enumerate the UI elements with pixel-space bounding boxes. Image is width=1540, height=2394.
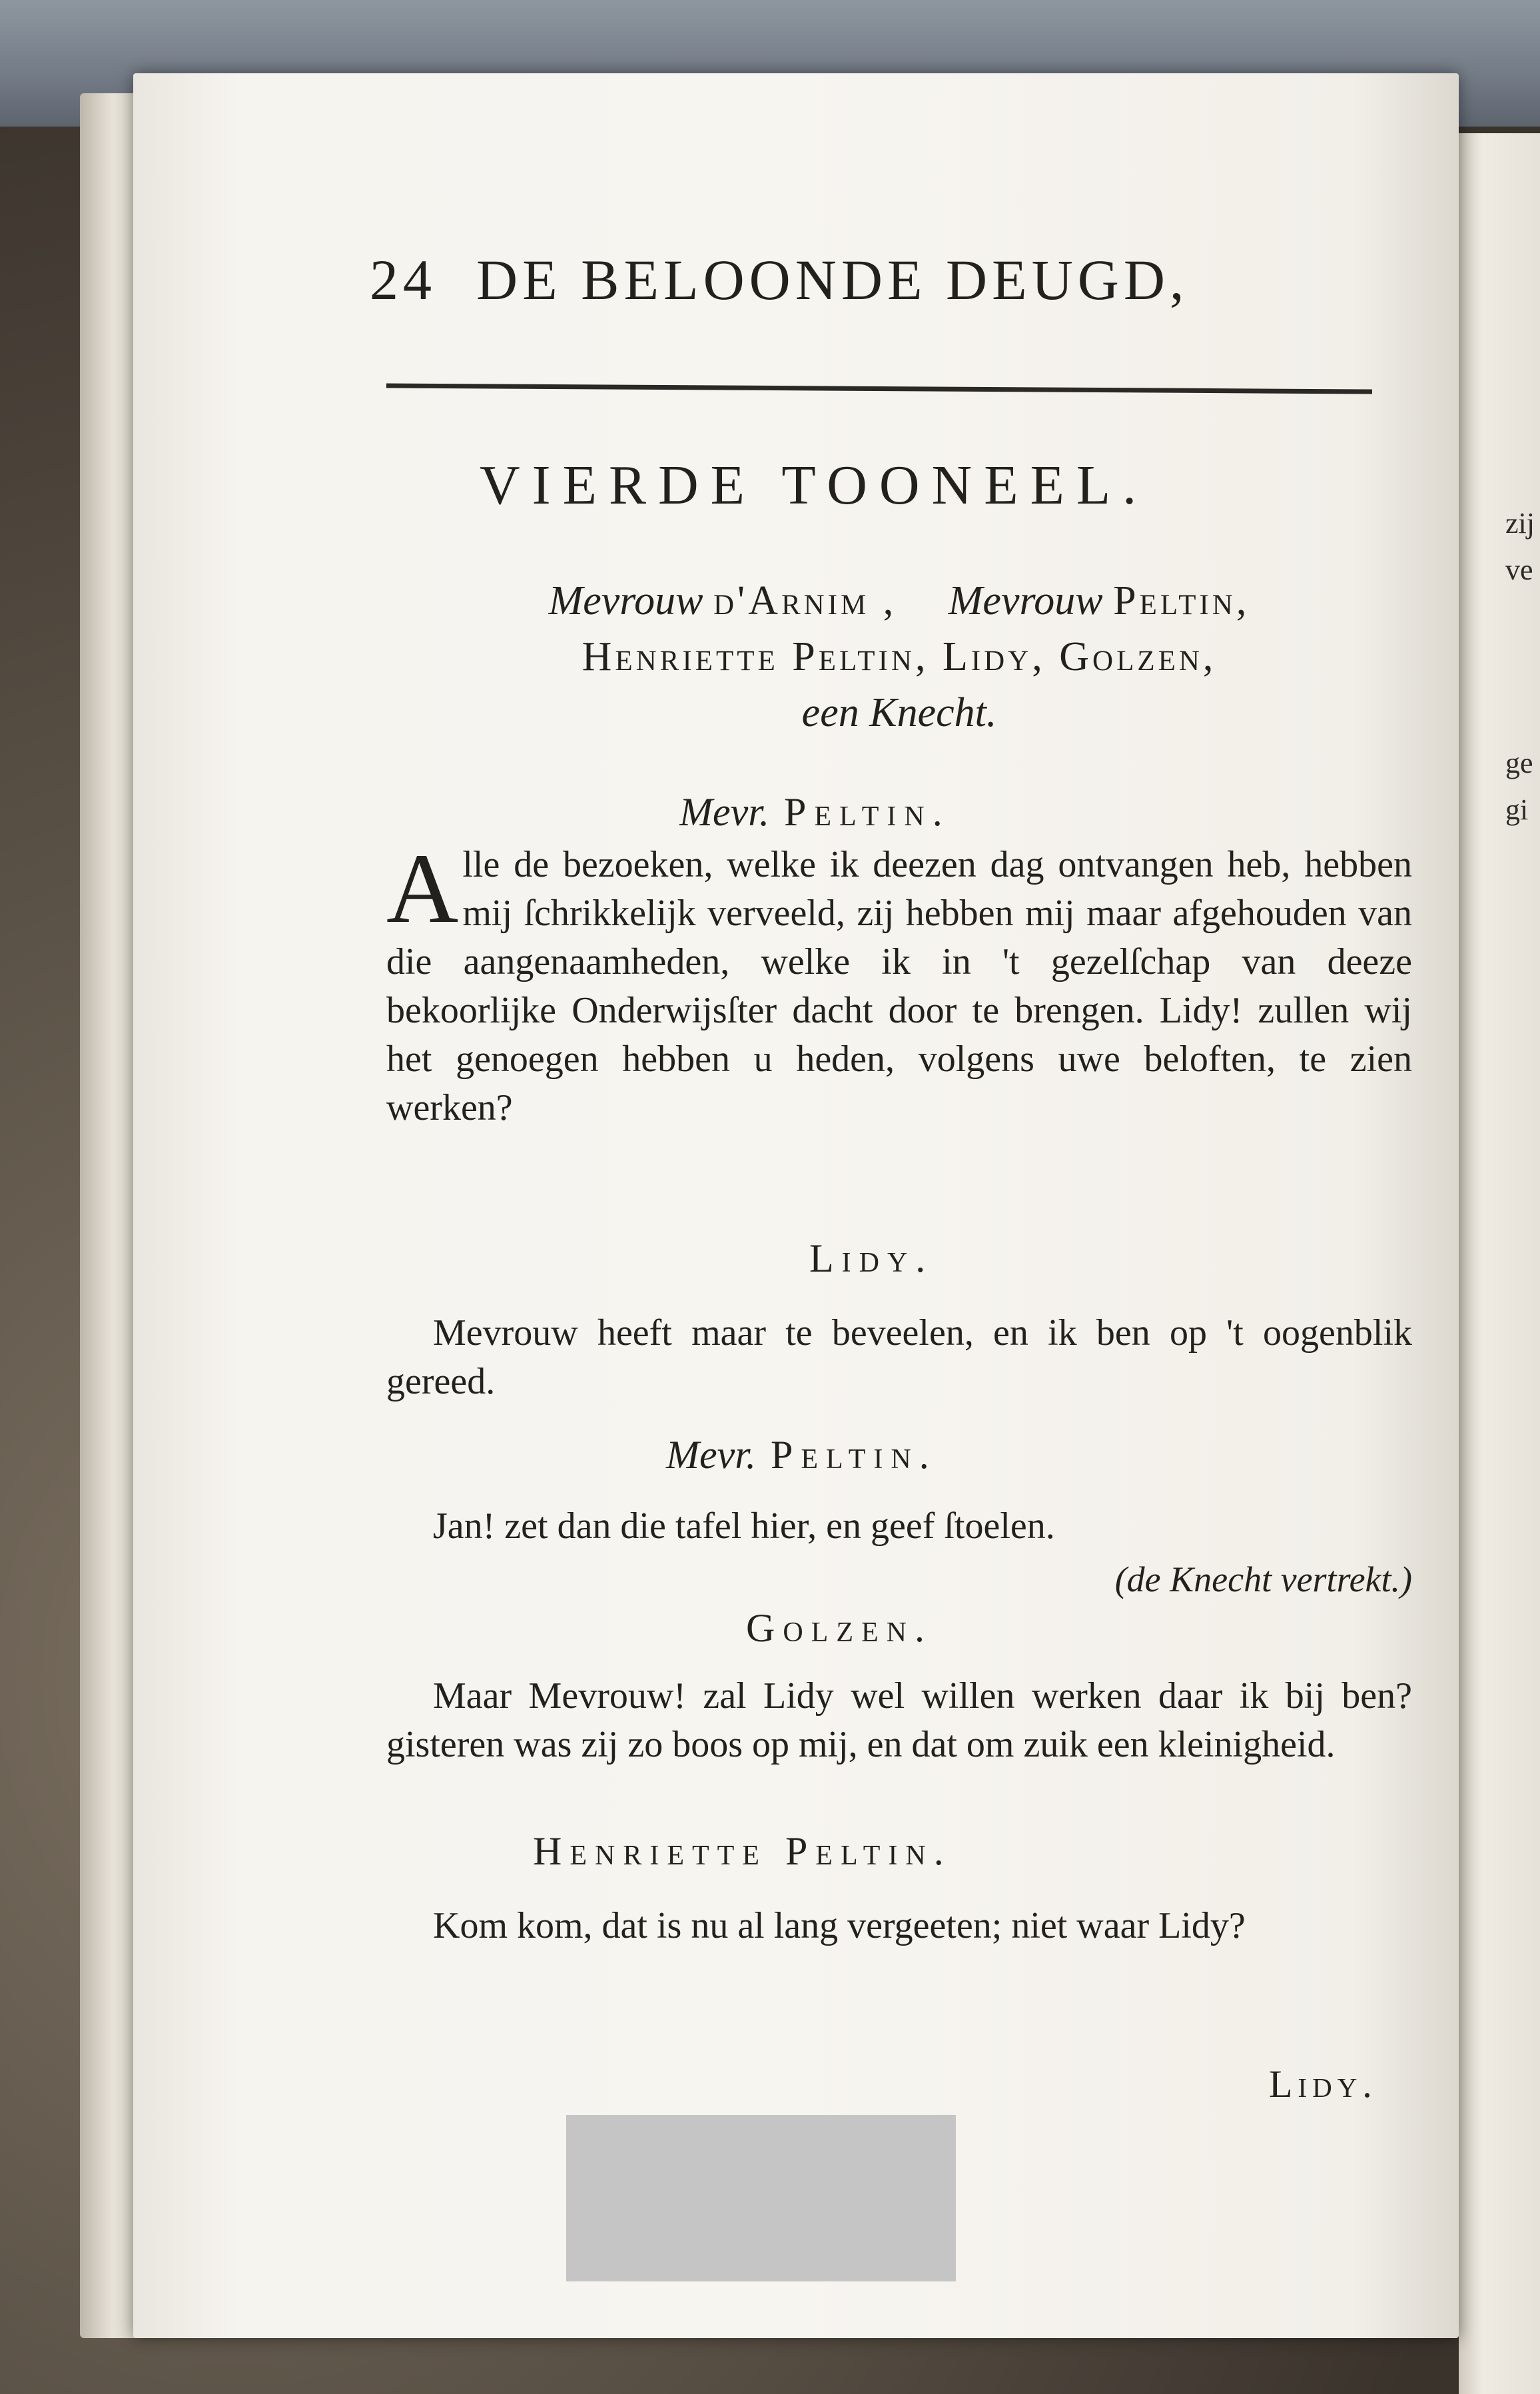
- speaker-heading: [746, 1605, 933, 1651]
- speech-paragraph: Jan! zet dan die tafel hier, en geef ſtoelen.: [433, 1505, 1055, 1547]
- scene-title: VIERDE TOONEEL.: [480, 454, 1149, 516]
- speaker-heading: [809, 1236, 933, 1282]
- book-page: [133, 73, 1459, 2338]
- running-head: [370, 246, 1355, 313]
- drop-capital: A: [386, 833, 459, 944]
- page-number: 24: [370, 248, 436, 312]
- stage-direction: (de Knecht vertrekt.): [1114, 1559, 1412, 1599]
- speaker-title: Mevr.: [666, 1433, 756, 1477]
- speaker-name: Henriette Peltin.: [533, 1829, 952, 1873]
- cast-line: Henriette Peltin, Lidy, Golzen,: [581, 634, 1217, 679]
- speaker-name: Peltin.: [770, 1433, 937, 1477]
- speech-paragraph: Mevrouw heeft maar te beveelen, en ik ben op 't oogenblik gereed.: [386, 1312, 1412, 1402]
- adjacent-text-fragment: ve: [1505, 554, 1533, 586]
- speaker-title: Mevr.: [679, 790, 769, 834]
- cast-name: d'Arnim ,: [713, 578, 897, 623]
- cast-line: [390, 573, 1409, 629]
- cast-name: Peltin,: [1113, 578, 1250, 623]
- speech-paragraph: Kom kom, dat is nu al lang vergeeten; niet waar Lidy?: [433, 1905, 1246, 1946]
- speech-text: lle de bezoeken, welke ik deezen dag ontvangen heb, hebben mij ſchrikkelijk verveeld, zij hebben mij maar afgehouden van die aangenaamheden, welke ik in 't gezelſchap van deeze bekoorlijke Onderwijsſter dacht door te brengen. Lidy! zullen wij het genoegen hebben u heden, volgens uwe beloften, te zien werken?: [386, 844, 1412, 1128]
- speaker-name: Peltin.: [783, 790, 951, 834]
- book-title: DE BELOONDE DEUGD,: [476, 248, 1189, 312]
- adjacent-text-fragment: ge: [1505, 747, 1533, 779]
- speaker-name: Lidy.: [809, 1236, 934, 1280]
- speech-paragraph: [386, 833, 1412, 1132]
- adjacent-text-fragment: gi: [1505, 793, 1529, 826]
- speaker-heading: [679, 789, 951, 835]
- redaction-block: [566, 2115, 956, 2281]
- adjacent-text-fragment: zij: [1505, 507, 1535, 540]
- cast-line: een Knecht.: [801, 690, 997, 735]
- cast-title: Mevrouw: [948, 578, 1103, 623]
- speaker-heading: [533, 1828, 952, 1874]
- cast-list: [390, 573, 1409, 741]
- speech-paragraph: Maar Mevrouw! zal Lidy wel willen werken daar ik bij ben? gisteren was zij zo boos op mij, en dat om zuik een kleinigheid.: [386, 1675, 1412, 1765]
- speaker-name: Golzen.: [746, 1606, 933, 1650]
- speaker-heading: [666, 1432, 937, 1478]
- catchword: Lidy.: [1269, 2062, 1377, 2106]
- adjacent-page-edge: [1459, 133, 1540, 2394]
- cast-title: Mevrouw: [548, 578, 703, 623]
